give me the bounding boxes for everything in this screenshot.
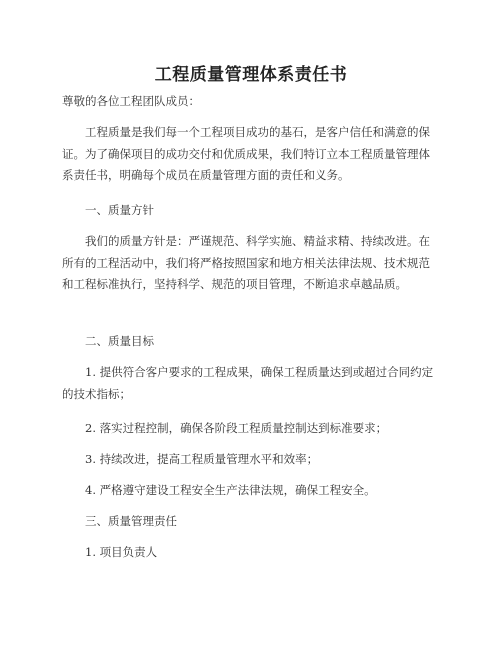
intro-paragraph: 工程质量是我们每一个工程项目成功的基石，是客户信任和满意的保证。为了确保项目的成功交付和优质成果，我们特订立本工程质量管理体系责任书，明确每个成员在质量管理方面的责任和义务。 [62,125,430,182]
section-heading-quality-responsibility: 三、质量管理责任 [85,514,177,528]
goal-item: 4. 严格遵守建设工程安全生产法律法规，确保工程安全。 [85,483,376,497]
document-title: 工程质量管理体系责任书 [154,65,348,85]
quality-policy-paragraph: 我们的质量方针是：严谨规范、科学实施、精益求精、持续改进。在所有的工程活动中，我们将严格按照国家和地方相关法律法规、技术规范和工程标准执行，坚持科学、规范的项目管理，不断追求卓越品质。 [62,234,430,291]
goal-item: 2. 落实过程控制，确保各阶段工程质量控制达到标准要求； [85,421,388,435]
section-heading-quality-policy: 一、质量方针 [85,203,154,217]
responsibility-item: 1. 项目负责人 [85,545,158,559]
section-heading-quality-goals: 二、质量目标 [85,334,154,348]
goal-item: 3. 持续改进，提高工程质量管理水平和效率； [85,452,319,466]
salutation: 尊敬的各位工程团队成员： [62,94,200,108]
goal-item: 1. 提供符合客户要求的工程成果，确保工程质量达到或超过合同约定的技术指标； [62,365,434,401]
